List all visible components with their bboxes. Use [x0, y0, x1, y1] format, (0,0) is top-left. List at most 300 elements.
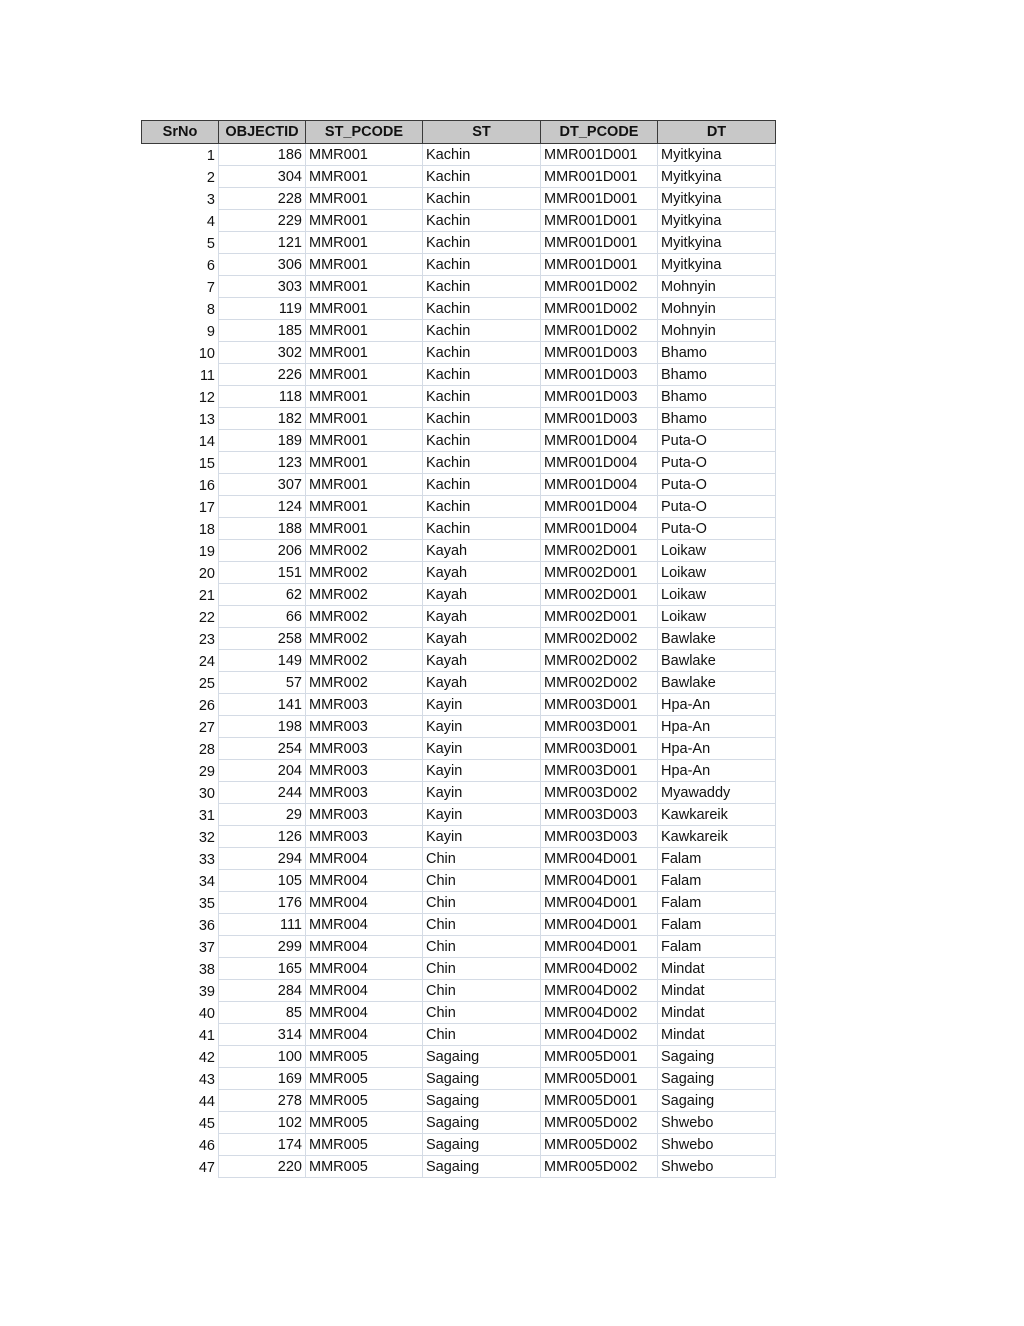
st-cell: Chin: [423, 980, 541, 1002]
table-row: [142, 254, 776, 276]
dt-pcode-cell: MMR003D003: [541, 804, 658, 826]
st-cell: Chin: [423, 870, 541, 892]
dt-cell: Kawkareik: [658, 804, 776, 826]
table-row: [142, 936, 776, 958]
st-cell: Kachin: [423, 232, 541, 254]
dt-pcode-cell: MMR002D001: [541, 584, 658, 606]
data-table: [141, 120, 776, 1178]
st-pcode-cell: MMR001: [306, 386, 423, 408]
st-cell: Kachin: [423, 430, 541, 452]
srno-cell: 46: [142, 1134, 219, 1156]
table-row: [142, 320, 776, 342]
table-row: [142, 584, 776, 606]
dt-pcode-cell: MMR001D001: [541, 254, 658, 276]
dt-pcode-cell: MMR001D003: [541, 386, 658, 408]
table-row: [142, 166, 776, 188]
st-cell: Kachin: [423, 364, 541, 386]
dt-pcode-cell: MMR001D001: [541, 166, 658, 188]
st-pcode-cell: MMR001: [306, 166, 423, 188]
dt-pcode-cell: MMR002D001: [541, 562, 658, 584]
dt-pcode-cell: MMR003D001: [541, 760, 658, 782]
table-row: [142, 914, 776, 936]
objectid-cell: 284: [219, 980, 306, 1002]
srno-cell: 21: [142, 584, 219, 606]
table-row: [142, 1090, 776, 1112]
dt-pcode-cell: MMR004D001: [541, 914, 658, 936]
st-cell: Chin: [423, 914, 541, 936]
dt-cell: Kawkareik: [658, 826, 776, 848]
header-st: ST: [423, 121, 541, 144]
st-pcode-cell: MMR004: [306, 1024, 423, 1046]
st-pcode-cell: MMR005: [306, 1046, 423, 1068]
table-row: [142, 540, 776, 562]
dt-cell: Loikaw: [658, 540, 776, 562]
st-pcode-cell: MMR004: [306, 870, 423, 892]
table-row: [142, 1156, 776, 1178]
st-pcode-cell: MMR001: [306, 452, 423, 474]
srno-cell: 8: [142, 298, 219, 320]
st-pcode-cell: MMR001: [306, 232, 423, 254]
header-dt-pcode: DT_PCODE: [541, 121, 658, 144]
header-srno: SrNo: [142, 121, 219, 144]
table-row: [142, 760, 776, 782]
st-pcode-cell: MMR003: [306, 716, 423, 738]
st-cell: Kayah: [423, 628, 541, 650]
st-cell: Kachin: [423, 254, 541, 276]
st-cell: Kayin: [423, 804, 541, 826]
dt-pcode-cell: MMR002D002: [541, 672, 658, 694]
objectid-cell: 124: [219, 496, 306, 518]
dt-cell: Myitkyina: [658, 232, 776, 254]
objectid-cell: 229: [219, 210, 306, 232]
srno-cell: 18: [142, 518, 219, 540]
dt-pcode-cell: MMR001D002: [541, 298, 658, 320]
dt-pcode-cell: MMR004D002: [541, 980, 658, 1002]
dt-cell: Mindat: [658, 1024, 776, 1046]
srno-cell: 10: [142, 342, 219, 364]
dt-cell: Shwebo: [658, 1112, 776, 1134]
srno-cell: 35: [142, 892, 219, 914]
objectid-cell: 188: [219, 518, 306, 540]
st-cell: Chin: [423, 958, 541, 980]
dt-cell: Bhamo: [658, 364, 776, 386]
st-pcode-cell: MMR002: [306, 672, 423, 694]
table-row: [142, 870, 776, 892]
objectid-cell: 123: [219, 452, 306, 474]
srno-cell: 17: [142, 496, 219, 518]
srno-cell: 28: [142, 738, 219, 760]
st-pcode-cell: MMR003: [306, 782, 423, 804]
dt-cell: Sagaing: [658, 1090, 776, 1112]
dt-pcode-cell: MMR005D001: [541, 1090, 658, 1112]
dt-cell: Mohnyin: [658, 276, 776, 298]
st-cell: Kachin: [423, 496, 541, 518]
st-cell: Kayin: [423, 826, 541, 848]
srno-cell: 2: [142, 166, 219, 188]
st-cell: Sagaing: [423, 1134, 541, 1156]
srno-cell: 29: [142, 760, 219, 782]
st-cell: Kachin: [423, 408, 541, 430]
st-cell: Kachin: [423, 298, 541, 320]
objectid-cell: 306: [219, 254, 306, 276]
dt-pcode-cell: MMR003D001: [541, 716, 658, 738]
dt-cell: Myitkyina: [658, 210, 776, 232]
objectid-cell: 244: [219, 782, 306, 804]
dt-pcode-cell: MMR001D004: [541, 430, 658, 452]
dt-pcode-cell: MMR002D001: [541, 606, 658, 628]
st-pcode-cell: MMR004: [306, 936, 423, 958]
st-pcode-cell: MMR005: [306, 1134, 423, 1156]
dt-pcode-cell: MMR004D002: [541, 958, 658, 980]
dt-cell: Puta-O: [658, 474, 776, 496]
dt-cell: Hpa-An: [658, 694, 776, 716]
objectid-cell: 57: [219, 672, 306, 694]
srno-cell: 32: [142, 826, 219, 848]
dt-pcode-cell: MMR003D003: [541, 826, 658, 848]
srno-cell: 45: [142, 1112, 219, 1134]
st-cell: Kachin: [423, 144, 541, 166]
objectid-cell: 254: [219, 738, 306, 760]
objectid-cell: 165: [219, 958, 306, 980]
st-pcode-cell: MMR001: [306, 430, 423, 452]
srno-cell: 1: [142, 144, 219, 166]
objectid-cell: 85: [219, 1002, 306, 1024]
st-cell: Sagaing: [423, 1090, 541, 1112]
st-cell: Chin: [423, 1002, 541, 1024]
objectid-cell: 151: [219, 562, 306, 584]
dt-pcode-cell: MMR005D002: [541, 1156, 658, 1178]
dt-cell: Falam: [658, 848, 776, 870]
srno-cell: 41: [142, 1024, 219, 1046]
dt-cell: Bhamo: [658, 342, 776, 364]
dt-pcode-cell: MMR001D003: [541, 408, 658, 430]
table-row: [142, 342, 776, 364]
table-row: [142, 562, 776, 584]
st-pcode-cell: MMR002: [306, 628, 423, 650]
st-cell: Kachin: [423, 452, 541, 474]
srno-cell: 33: [142, 848, 219, 870]
dt-pcode-cell: MMR001D004: [541, 518, 658, 540]
objectid-cell: 299: [219, 936, 306, 958]
dt-cell: Bhamo: [658, 386, 776, 408]
srno-cell: 42: [142, 1046, 219, 1068]
table-row: [142, 606, 776, 628]
st-cell: Kayin: [423, 694, 541, 716]
objectid-cell: 204: [219, 760, 306, 782]
srno-cell: 38: [142, 958, 219, 980]
table-row: [142, 1024, 776, 1046]
header-st-pcode: ST_PCODE: [306, 121, 423, 144]
objectid-cell: 100: [219, 1046, 306, 1068]
dt-cell: Bawlake: [658, 672, 776, 694]
srno-cell: 37: [142, 936, 219, 958]
srno-cell: 20: [142, 562, 219, 584]
dt-cell: Puta-O: [658, 430, 776, 452]
table-row: [142, 1068, 776, 1090]
srno-cell: 34: [142, 870, 219, 892]
dt-pcode-cell: MMR002D002: [541, 650, 658, 672]
srno-cell: 25: [142, 672, 219, 694]
objectid-cell: 105: [219, 870, 306, 892]
srno-cell: 9: [142, 320, 219, 342]
st-cell: Kachin: [423, 210, 541, 232]
st-pcode-cell: MMR002: [306, 650, 423, 672]
st-pcode-cell: MMR002: [306, 584, 423, 606]
st-pcode-cell: MMR001: [306, 518, 423, 540]
table-row: [142, 804, 776, 826]
st-cell: Sagaing: [423, 1112, 541, 1134]
objectid-cell: 198: [219, 716, 306, 738]
dt-cell: Falam: [658, 936, 776, 958]
objectid-cell: 278: [219, 1090, 306, 1112]
table-row: [142, 716, 776, 738]
st-pcode-cell: MMR004: [306, 980, 423, 1002]
dt-cell: Bawlake: [658, 628, 776, 650]
objectid-cell: 182: [219, 408, 306, 430]
st-cell: Kayin: [423, 760, 541, 782]
st-cell: Sagaing: [423, 1068, 541, 1090]
srno-cell: 19: [142, 540, 219, 562]
dt-pcode-cell: MMR001D003: [541, 342, 658, 364]
dt-pcode-cell: MMR001D004: [541, 474, 658, 496]
st-pcode-cell: MMR003: [306, 738, 423, 760]
st-pcode-cell: MMR005: [306, 1112, 423, 1134]
st-pcode-cell: MMR005: [306, 1090, 423, 1112]
st-pcode-cell: MMR002: [306, 540, 423, 562]
srno-cell: 36: [142, 914, 219, 936]
dt-cell: Mindat: [658, 958, 776, 980]
table-row: [142, 144, 776, 166]
objectid-cell: 169: [219, 1068, 306, 1090]
objectid-cell: 294: [219, 848, 306, 870]
st-cell: Kayah: [423, 584, 541, 606]
dt-pcode-cell: MMR002D001: [541, 540, 658, 562]
st-pcode-cell: MMR003: [306, 826, 423, 848]
objectid-cell: 66: [219, 606, 306, 628]
table-row: [142, 188, 776, 210]
st-pcode-cell: MMR001: [306, 342, 423, 364]
dt-pcode-cell: MMR001D002: [541, 320, 658, 342]
dt-pcode-cell: MMR001D001: [541, 232, 658, 254]
dt-pcode-cell: MMR001D004: [541, 452, 658, 474]
dt-cell: Loikaw: [658, 562, 776, 584]
srno-cell: 16: [142, 474, 219, 496]
table-row: [142, 892, 776, 914]
objectid-cell: 258: [219, 628, 306, 650]
dt-cell: Puta-O: [658, 496, 776, 518]
srno-cell: 23: [142, 628, 219, 650]
st-cell: Chin: [423, 936, 541, 958]
dt-cell: Shwebo: [658, 1156, 776, 1178]
dt-cell: Mindat: [658, 1002, 776, 1024]
objectid-cell: 121: [219, 232, 306, 254]
st-pcode-cell: MMR005: [306, 1068, 423, 1090]
table-row: [142, 518, 776, 540]
st-pcode-cell: MMR001: [306, 188, 423, 210]
objectid-cell: 185: [219, 320, 306, 342]
st-pcode-cell: MMR001: [306, 276, 423, 298]
st-cell: Kayah: [423, 562, 541, 584]
dt-cell: Mindat: [658, 980, 776, 1002]
table-row: [142, 650, 776, 672]
st-cell: Kachin: [423, 188, 541, 210]
dt-cell: Myitkyina: [658, 166, 776, 188]
srno-cell: 24: [142, 650, 219, 672]
objectid-cell: 119: [219, 298, 306, 320]
dt-cell: Myitkyina: [658, 188, 776, 210]
dt-cell: Sagaing: [658, 1068, 776, 1090]
st-cell: Kayah: [423, 606, 541, 628]
dt-pcode-cell: MMR001D001: [541, 210, 658, 232]
st-cell: Kayah: [423, 672, 541, 694]
st-pcode-cell: MMR001: [306, 210, 423, 232]
table-row: [142, 364, 776, 386]
st-pcode-cell: MMR001: [306, 474, 423, 496]
table-row: [142, 1112, 776, 1134]
table-row: [142, 782, 776, 804]
dt-pcode-cell: MMR003D001: [541, 738, 658, 760]
srno-cell: 15: [142, 452, 219, 474]
dt-cell: Myitkyina: [658, 144, 776, 166]
table-row: [142, 298, 776, 320]
st-cell: Kayah: [423, 650, 541, 672]
dt-pcode-cell: MMR001D004: [541, 496, 658, 518]
dt-cell: Mohnyin: [658, 320, 776, 342]
st-pcode-cell: MMR004: [306, 848, 423, 870]
dt-cell: Puta-O: [658, 452, 776, 474]
st-cell: Sagaing: [423, 1046, 541, 1068]
dt-pcode-cell: MMR004D001: [541, 892, 658, 914]
st-cell: Kayin: [423, 738, 541, 760]
srno-cell: 7: [142, 276, 219, 298]
st-pcode-cell: MMR001: [306, 408, 423, 430]
srno-cell: 40: [142, 1002, 219, 1024]
srno-cell: 12: [142, 386, 219, 408]
srno-cell: 39: [142, 980, 219, 1002]
st-cell: Chin: [423, 848, 541, 870]
dt-pcode-cell: MMR005D001: [541, 1068, 658, 1090]
srno-cell: 13: [142, 408, 219, 430]
table-body: [142, 144, 776, 1178]
objectid-cell: 228: [219, 188, 306, 210]
dt-pcode-cell: MMR001D001: [541, 188, 658, 210]
srno-cell: 44: [142, 1090, 219, 1112]
st-pcode-cell: MMR004: [306, 958, 423, 980]
objectid-cell: 111: [219, 914, 306, 936]
st-pcode-cell: MMR001: [306, 364, 423, 386]
objectid-cell: 141: [219, 694, 306, 716]
st-cell: Chin: [423, 892, 541, 914]
objectid-cell: 307: [219, 474, 306, 496]
objectid-cell: 186: [219, 144, 306, 166]
table-row: [142, 958, 776, 980]
objectid-cell: 304: [219, 166, 306, 188]
st-cell: Kachin: [423, 386, 541, 408]
table-row: [142, 694, 776, 716]
objectid-cell: 62: [219, 584, 306, 606]
dt-cell: Hpa-An: [658, 738, 776, 760]
dt-pcode-cell: MMR001D003: [541, 364, 658, 386]
table-header: [142, 121, 776, 144]
objectid-cell: 29: [219, 804, 306, 826]
st-pcode-cell: MMR002: [306, 606, 423, 628]
dt-cell: Myawaddy: [658, 782, 776, 804]
header-dt: DT: [658, 121, 776, 144]
objectid-cell: 149: [219, 650, 306, 672]
srno-cell: 26: [142, 694, 219, 716]
table-row: [142, 980, 776, 1002]
srno-cell: 47: [142, 1156, 219, 1178]
st-pcode-cell: MMR003: [306, 804, 423, 826]
st-cell: Kachin: [423, 342, 541, 364]
st-pcode-cell: MMR004: [306, 914, 423, 936]
table-row: [142, 826, 776, 848]
dt-pcode-cell: MMR004D002: [541, 1024, 658, 1046]
srno-cell: 30: [142, 782, 219, 804]
srno-cell: 22: [142, 606, 219, 628]
table-row: [142, 672, 776, 694]
dt-pcode-cell: MMR001D002: [541, 276, 658, 298]
st-pcode-cell: MMR001: [306, 496, 423, 518]
objectid-cell: 118: [219, 386, 306, 408]
dt-pcode-cell: MMR004D001: [541, 848, 658, 870]
table-row: [142, 628, 776, 650]
dt-pcode-cell: MMR005D002: [541, 1112, 658, 1134]
dt-pcode-cell: MMR005D001: [541, 1046, 658, 1068]
st-cell: Kachin: [423, 166, 541, 188]
st-pcode-cell: MMR001: [306, 254, 423, 276]
dt-cell: Shwebo: [658, 1134, 776, 1156]
dt-cell: Loikaw: [658, 584, 776, 606]
dt-cell: Loikaw: [658, 606, 776, 628]
st-cell: Kachin: [423, 276, 541, 298]
dt-pcode-cell: MMR005D002: [541, 1134, 658, 1156]
table-row: [142, 430, 776, 452]
objectid-cell: 176: [219, 892, 306, 914]
srno-cell: 5: [142, 232, 219, 254]
st-cell: Chin: [423, 1024, 541, 1046]
st-cell: Sagaing: [423, 1156, 541, 1178]
srno-cell: 14: [142, 430, 219, 452]
table-row: [142, 210, 776, 232]
dt-cell: Myitkyina: [658, 254, 776, 276]
srno-cell: 4: [142, 210, 219, 232]
srno-cell: 27: [142, 716, 219, 738]
srno-cell: 6: [142, 254, 219, 276]
objectid-cell: 220: [219, 1156, 306, 1178]
dt-cell: Falam: [658, 892, 776, 914]
st-cell: Kayin: [423, 782, 541, 804]
st-pcode-cell: MMR002: [306, 562, 423, 584]
dt-cell: Bawlake: [658, 650, 776, 672]
dt-cell: Sagaing: [658, 1046, 776, 1068]
dt-cell: Bhamo: [658, 408, 776, 430]
st-cell: Kachin: [423, 320, 541, 342]
srno-cell: 3: [142, 188, 219, 210]
dt-cell: Falam: [658, 870, 776, 892]
objectid-cell: 174: [219, 1134, 306, 1156]
st-pcode-cell: MMR005: [306, 1156, 423, 1178]
objectid-cell: 226: [219, 364, 306, 386]
dt-pcode-cell: MMR004D002: [541, 1002, 658, 1024]
st-pcode-cell: MMR003: [306, 694, 423, 716]
dt-pcode-cell: MMR002D002: [541, 628, 658, 650]
table-row: [142, 474, 776, 496]
dt-cell: Puta-O: [658, 518, 776, 540]
dt-cell: Hpa-An: [658, 716, 776, 738]
table-row: [142, 276, 776, 298]
table-row: [142, 386, 776, 408]
